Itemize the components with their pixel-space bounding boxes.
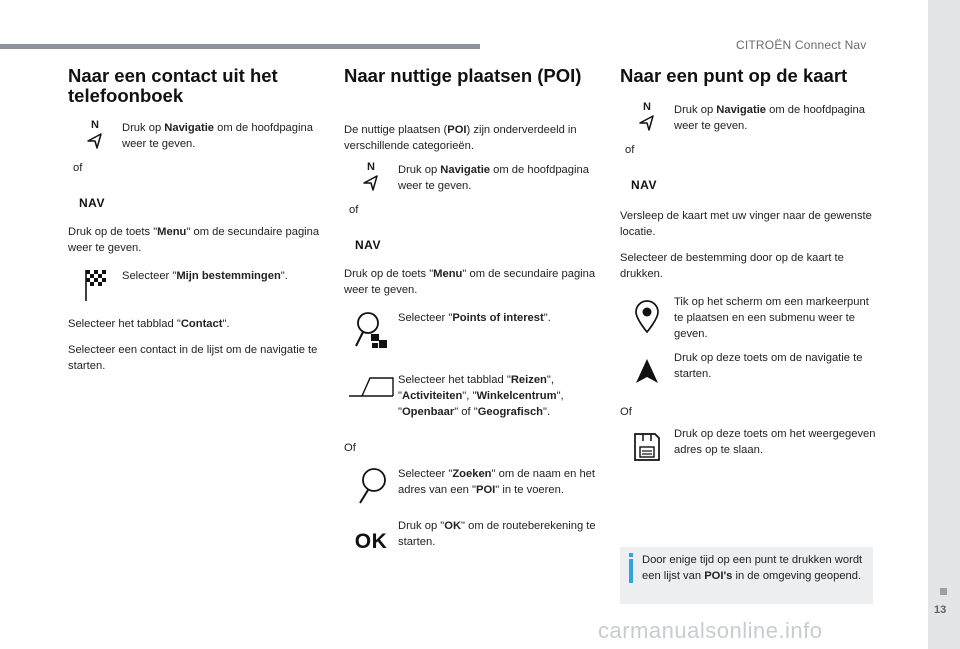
nav-button-label: NAV <box>355 238 381 252</box>
section-title: Naar een punt op de kaart <box>620 65 848 86</box>
page-sidebar <box>928 0 960 649</box>
or-label: of <box>625 144 635 156</box>
nav-button-label: NAV <box>79 196 105 210</box>
checkered-flag-icon <box>84 268 106 302</box>
paragraph: Selecteer een contact in de lijst om de navigatie te starten. <box>68 344 318 372</box>
compass-icon: N <box>86 120 104 150</box>
step-save-address: Druk op deze toets om het weergegeven adres op te slaan. <box>620 426 878 462</box>
step-ok: OK Druk op "OK" om de routeberekening te starten. <box>354 520 596 553</box>
section-contact <box>68 66 326 374</box>
step-points-of-interest: Selecteer "Points of interest". <box>344 310 602 350</box>
or-label: of <box>349 204 359 216</box>
paragraph: Selecteer het tabblad "Contact". <box>68 318 230 330</box>
header-rule <box>0 44 480 49</box>
section-poi <box>344 66 602 554</box>
info-box <box>620 547 873 604</box>
page-marker <box>940 588 947 595</box>
step-navigation: N Druk op Navigatie om de hoofdpagina weer te geven. <box>68 120 326 152</box>
magnifier-icon <box>354 466 388 506</box>
page-number: 13 <box>934 604 947 616</box>
section-map-point <box>620 66 878 462</box>
nav-button-label: NAV <box>631 178 657 192</box>
tabs-icon <box>348 372 394 398</box>
ok-button-label: OK <box>354 530 388 553</box>
map-pin-icon <box>634 300 660 334</box>
compass-icon: N <box>638 102 656 132</box>
step-place-marker: Tik op het scherm om een markeerpunt te plaatsen en een submenu weer te geven. <box>620 294 878 342</box>
watermark: carmanualsonline.info <box>598 618 823 643</box>
or-label: Of <box>620 406 632 418</box>
or-label: of <box>73 162 83 174</box>
section-title: Naar nuttige plaatsen (POI) <box>344 65 582 86</box>
step-search: Selecteer "Zoeken" om de naam en het adres van een "POI" in te voeren. <box>344 466 602 506</box>
or-label: Of <box>344 442 356 454</box>
step-tabs: Selecteer het tabblad "Reizen", "Activiteiten", "Winkelcentrum", "Openbaar" of "Geografisch". <box>344 372 602 420</box>
save-icon <box>633 432 661 462</box>
step-my-destinations: Selecteer "Mijn bestemmingen". <box>68 268 326 302</box>
step-start-navigation: Druk op deze toets om de navigatie te starten. <box>620 350 878 384</box>
section-title: Naar een contact uit het telefoonboek <box>68 65 278 106</box>
paragraph: Druk op de toets "Menu" om de secundaire pagina weer te geven. <box>344 268 596 296</box>
paragraph: Versleep de kaart met uw vinger naar de gewenste locatie. <box>620 210 872 238</box>
info-icon-bar <box>629 559 633 583</box>
paragraph: De nuttige plaatsen (POI) zijn onderverdeeld in verschillende categorieën. <box>344 124 577 152</box>
compass-icon: N <box>362 162 380 192</box>
info-text: Door enige tijd op een punt te drukken wordt een lijst van POI's in de omgeving geopend. <box>642 554 863 582</box>
brand-label: CITROËN Connect Nav <box>736 38 867 52</box>
info-icon <box>629 553 633 557</box>
paragraph: Druk op de toets "Menu" om de secundaire pagina weer te geven. <box>68 226 320 254</box>
step-navigation: N Druk op Navigatie om de hoofdpagina weer te geven. <box>620 102 878 134</box>
poi-search-icon <box>353 310 389 350</box>
navigation-arrow-icon <box>635 358 659 384</box>
paragraph: Selecteer de bestemming door op de kaart te drukken. <box>620 252 844 280</box>
step-navigation: N Druk op Navigatie om de hoofdpagina weer te geven. <box>344 162 602 194</box>
